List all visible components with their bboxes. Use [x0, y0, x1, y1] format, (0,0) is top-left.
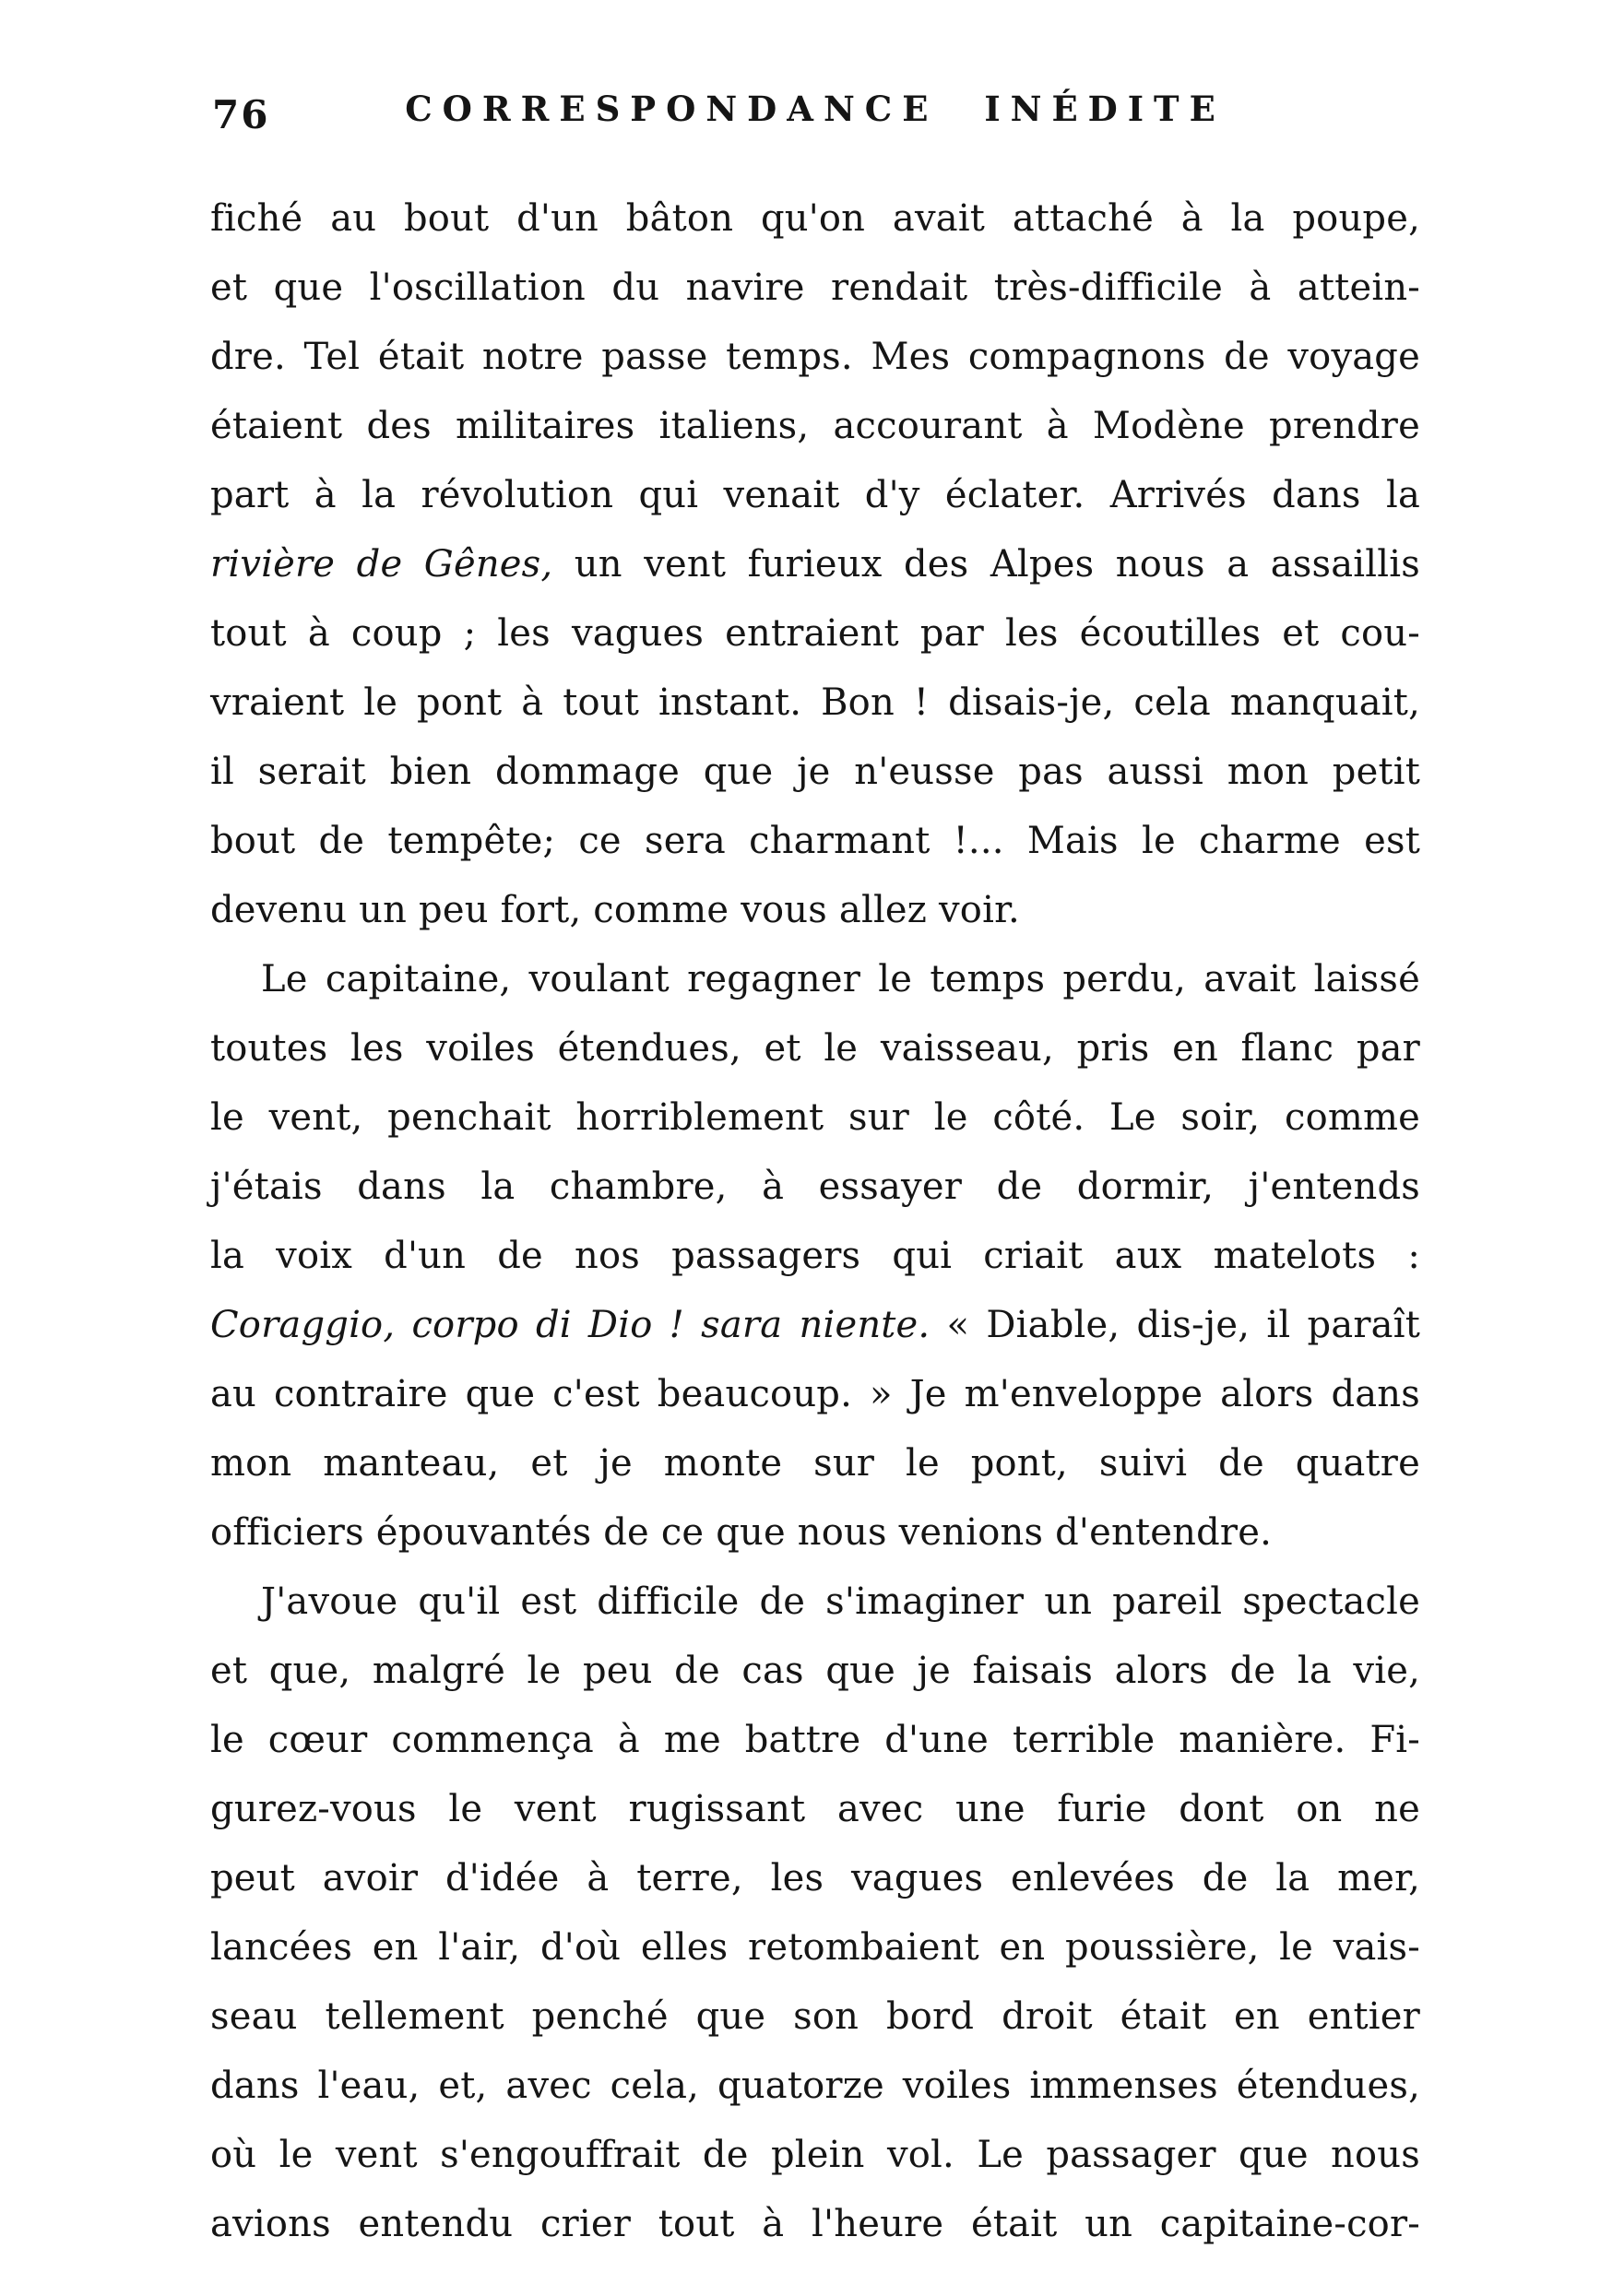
text-line — [210, 1014, 1420, 1083]
text-line — [210, 599, 1420, 669]
text-segment: tout à coup ; les vagues entraient par les écoutilles et cou- — [210, 612, 1420, 655]
text-block — [210, 184, 1420, 2259]
text-line — [210, 254, 1420, 323]
text-line — [210, 2052, 1420, 2121]
text-segment: part à la révolution qui venait d'y éclater. Arrivés dans la — [210, 474, 1420, 516]
text-line — [210, 945, 1420, 1014]
text-line — [210, 1844, 1420, 1913]
text-line — [210, 530, 1420, 599]
text-segment: seau tellement penché que son bord droit était en entier — [210, 1995, 1420, 2038]
text-line — [210, 1775, 1420, 1844]
text-segment: devenu un peu fort, comme vous allez voir. — [210, 889, 1020, 931]
text-segment: au contraire que c'est beaucoup. » Je m'enveloppe alors dans — [210, 1373, 1420, 1415]
text-line — [210, 1153, 1420, 1222]
text-line — [210, 184, 1420, 254]
text-line — [210, 323, 1420, 392]
text-segment: il serait bien dommage que je n'eusse pas aussi mon petit — [210, 751, 1420, 793]
text-line — [210, 1637, 1420, 1706]
text-line — [210, 1429, 1420, 1498]
text-line — [210, 1498, 1420, 1568]
text-segment: toutes les voiles étendues, et le vaisseau, pris en flanc par — [210, 1027, 1420, 1070]
text-segment: officiers épouvantés de ce que nous venions d'entendre. — [210, 1511, 1272, 1554]
text-line — [210, 1568, 1420, 1637]
text-line — [210, 1706, 1420, 1775]
text-segment: Le capitaine, voulant regagner le temps perdu, avait laissé — [261, 958, 1420, 1000]
italic-text-segment: Coraggio, corpo di Dio ! sara niente. — [210, 1304, 931, 1346]
text-segment: la voix d'un de nos passagers qui criait aux matelots : — [210, 1235, 1420, 1277]
text-segment: vraient le pont à tout instant. Bon ! disais-je, cela manquait, — [210, 681, 1420, 724]
text-line — [210, 2121, 1420, 2190]
text-segment: j'étais dans la chambre, à essayer de dormir, j'entends — [210, 1166, 1420, 1208]
text-segment: le vent, penchait horriblement sur le côté. Le soir, comme — [210, 1096, 1420, 1139]
page-number: 76 — [212, 92, 270, 137]
text-line — [210, 1913, 1420, 1982]
text-segment: et que l'oscillation du navire rendait très-difficile à attein- — [210, 266, 1420, 309]
text-line — [210, 461, 1420, 530]
text-line — [210, 1083, 1420, 1153]
text-segment: lancées en l'air, d'où elles retombaient en poussière, le vais- — [210, 1926, 1420, 1969]
text-segment: dre. Tel était notre passe temps. Mes compagnons de voyage — [210, 336, 1420, 378]
text-line — [210, 1222, 1420, 1291]
text-segment: dans l'eau, et, avec cela, quatorze voiles immenses étendues, — [210, 2065, 1420, 2107]
text-segment: et que, malgré le peu de cas que je faisais alors de la vie, — [210, 1650, 1420, 1692]
text-line — [210, 669, 1420, 738]
running-title: CORRESPONDANCE INÉDITE — [405, 89, 1226, 129]
text-line — [210, 876, 1420, 945]
text-line — [210, 738, 1420, 807]
text-segment: bout de tempête; ce sera charmant !... Mais le charme est — [210, 820, 1420, 862]
text-segment: fiché au bout d'un bâton qu'on avait attaché à la poupe, — [210, 197, 1420, 240]
text-line — [210, 1360, 1420, 1429]
text-segment: avions entendu crier tout à l'heure était un capitaine-cor- — [210, 2203, 1420, 2245]
text-segment: « Diable, dis-je, il paraît — [930, 1304, 1420, 1346]
text-line — [210, 807, 1420, 876]
text-line — [210, 1982, 1420, 2052]
text-segment: gurez-vous le vent rugissant avec une furie dont on ne — [210, 1788, 1420, 1830]
page-header — [210, 89, 1420, 144]
text-segment: le cœur commença à me battre d'une terrible manière. Fi- — [210, 1719, 1420, 1761]
text-segment: peut avoir d'idée à terre, les vagues enlevées de la mer, — [210, 1857, 1420, 1900]
text-segment: où le vent s'engouffrait de plein vol. Le passager que nous — [210, 2134, 1420, 2176]
text-segment: mon manteau, et je monte sur le pont, suivi de quatre — [210, 1442, 1420, 1485]
text-segment: un vent furieux des Alpes nous a assaillis — [552, 543, 1420, 586]
text-line — [210, 392, 1420, 461]
text-segment: J'avoue qu'il est difficile de s'imaginer un pareil spectacle — [261, 1580, 1420, 1623]
text-segment: étaient des militaires italiens, accourant à Modène prendre — [210, 405, 1420, 447]
italic-text-segment: rivière de Gênes, — [210, 543, 553, 586]
text-line — [210, 1291, 1420, 1360]
text-line — [210, 2190, 1420, 2259]
